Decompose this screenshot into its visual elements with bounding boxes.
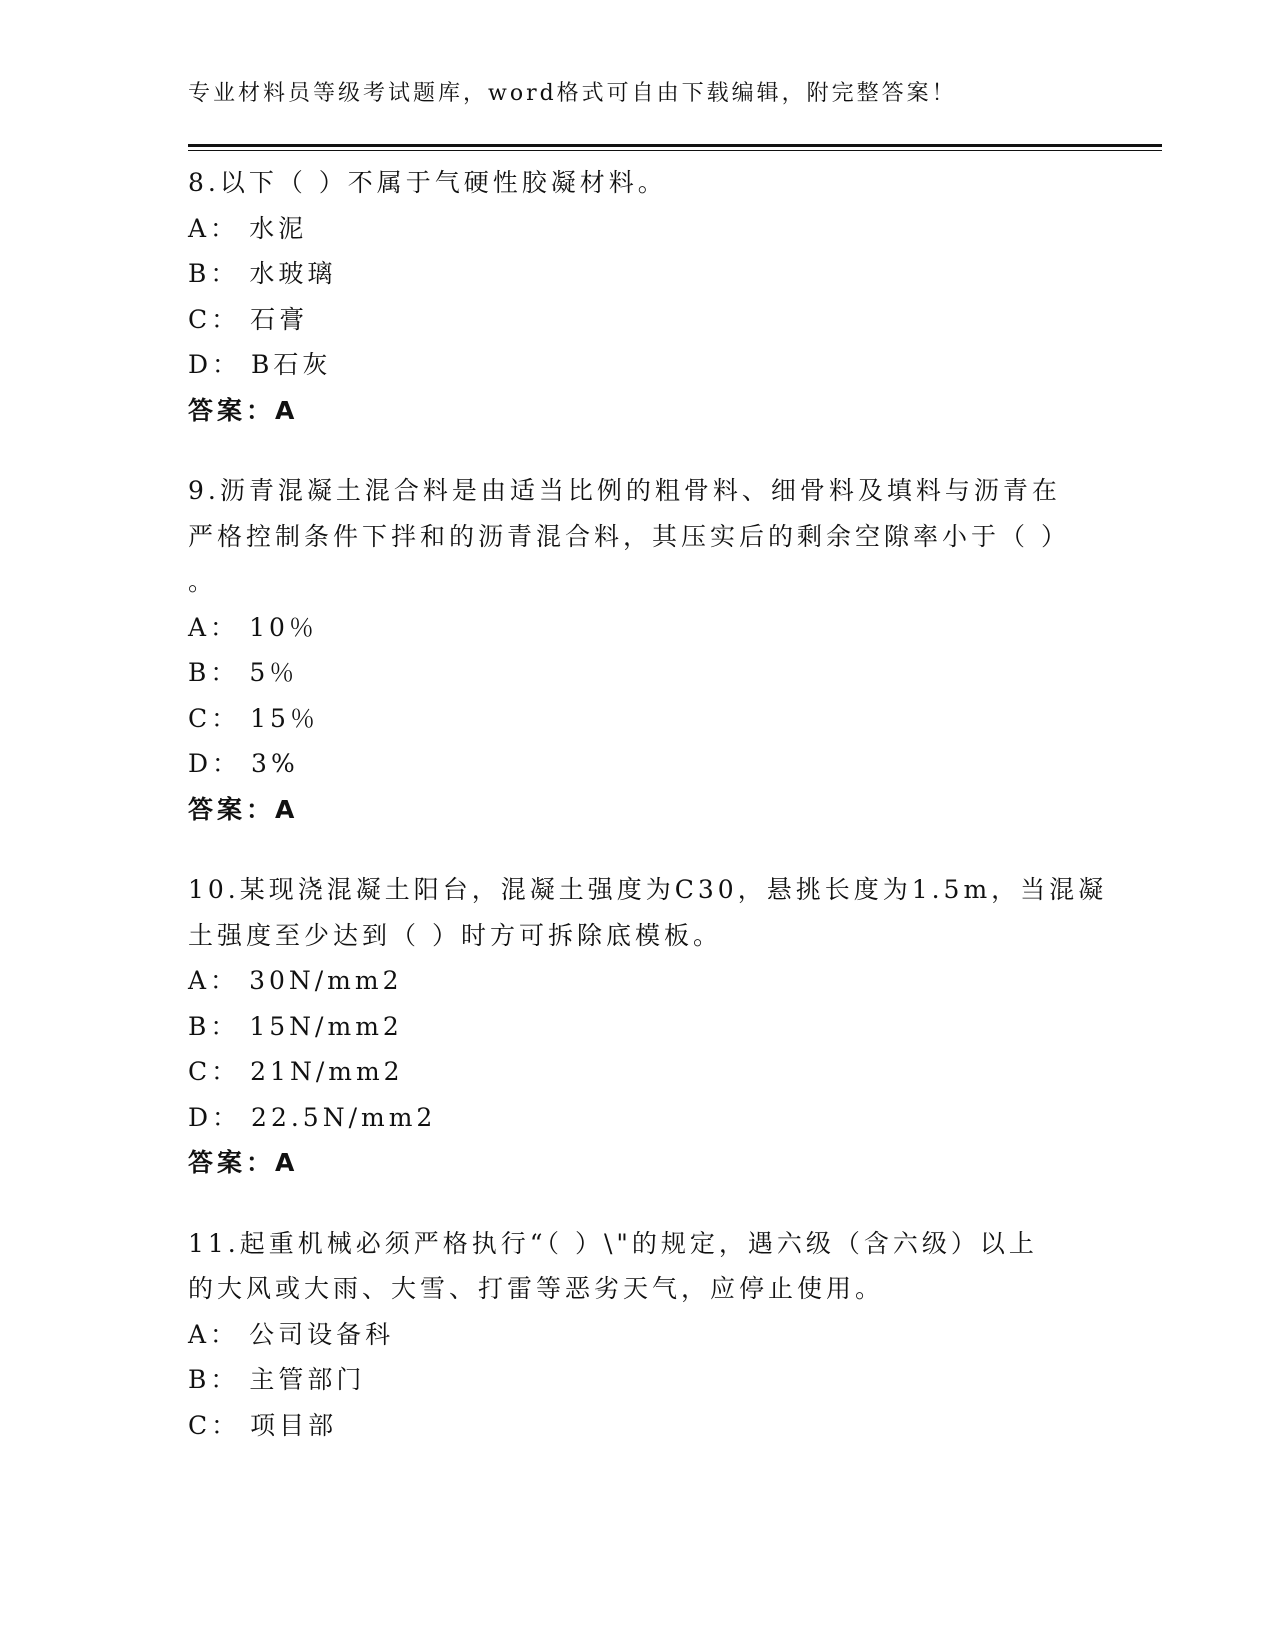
option-b [188, 1357, 1088, 1403]
option-key: A： [188, 213, 240, 243]
option-text: 22.5N/mm2 [251, 1102, 437, 1132]
question-stem-line-2: 的大风或大雨、大雪、打雷等恶劣天气，应停止使用。 [188, 1274, 885, 1303]
answer-label: 答案：A [188, 1148, 299, 1177]
question-11 [188, 1221, 1088, 1449]
option-key: D： [188, 1102, 242, 1132]
question-stem-line-1: 9.沥青混凝土混合料是由适当比例的粗骨料、细骨料及填料与沥青在 [188, 476, 1061, 505]
question-stem-line-3: 。 [188, 567, 218, 596]
question-stem-line-1: 10.某现浇混凝土阳台，混凝土强度为C30，悬挑长度为1.5m，当混凝 [188, 875, 1108, 904]
option-text: 21N/mm2 [250, 1057, 404, 1086]
option-text: 水泥 [249, 213, 308, 243]
option-text: 15％ [250, 703, 319, 733]
header-rule-thin [188, 150, 1162, 151]
option-c [188, 1049, 1088, 1095]
option-b [188, 251, 1088, 297]
option-key: C： [188, 703, 241, 733]
option-key: C： [188, 1410, 241, 1440]
option-key: B： [188, 259, 240, 288]
option-c [188, 1403, 1088, 1449]
option-key: A： [188, 612, 240, 642]
option-text: 15N/mm2 [249, 1011, 403, 1041]
option-c [188, 696, 1088, 742]
option-key: A： [188, 1319, 240, 1349]
question-stem: 8.以下（ ）不属于气硬性胶凝材料。 [188, 168, 667, 197]
option-c [188, 297, 1088, 343]
option-text: 10％ [249, 612, 318, 642]
option-a [188, 206, 1088, 252]
option-text: B石灰 [251, 350, 332, 379]
question-list [188, 160, 1108, 1483]
option-d [188, 741, 1088, 787]
option-text: 3% [251, 749, 299, 778]
question-stem-line-2: 土强度至少达到（ ）时方可拆除底模板。 [188, 920, 722, 950]
option-d [188, 342, 1088, 388]
answer-label: 答案：A [188, 395, 299, 425]
question-stem-line-2: 严格控制条件下拌和的沥青混合料，其压实后的剩余空隙率小于（ ） [188, 521, 1070, 551]
option-key: B： [188, 1011, 240, 1041]
option-a [188, 1312, 1088, 1358]
option-d [188, 1095, 1088, 1141]
option-a [188, 605, 1088, 651]
option-key: D： [188, 350, 242, 379]
option-text: 项目部 [250, 1410, 338, 1440]
answer-label: 答案：A [188, 794, 299, 824]
option-a [188, 958, 1088, 1004]
option-key: C： [188, 304, 241, 334]
option-text: 石膏 [250, 304, 309, 334]
option-text: 公司设备科 [249, 1319, 395, 1349]
option-text: 30N/mm2 [249, 966, 403, 995]
option-b [188, 650, 1088, 696]
option-key: A： [188, 966, 240, 995]
option-key: D： [188, 749, 242, 778]
option-key: C： [188, 1057, 241, 1086]
option-b [188, 1004, 1088, 1050]
header-rule-thick [188, 144, 1162, 147]
question-9 [188, 468, 1088, 832]
question-10 [188, 867, 1108, 1186]
page-header: 专业材料员等级考试题库，word格式可自由下载编辑，附完整答案！ [188, 81, 957, 106]
option-text: 5％ [249, 658, 299, 687]
question-8 [188, 160, 1088, 433]
option-text: 主管部门 [249, 1365, 366, 1394]
option-key: B： [188, 1365, 240, 1394]
question-stem-line-1: 11.起重机械必须严格执行“（ ）\"的规定，遇六级（含六级）以上 [188, 1228, 1038, 1258]
option-key: B： [188, 658, 240, 687]
option-text: 水玻璃 [249, 259, 337, 288]
